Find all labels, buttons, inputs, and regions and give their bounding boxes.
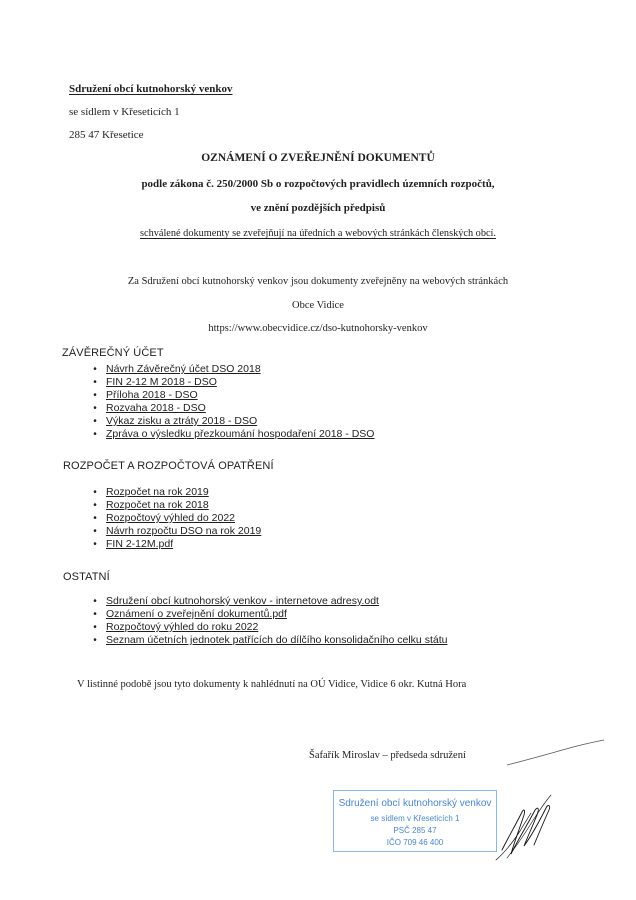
document-link[interactable]: Seznam účetních jednotek patřících do dílčího konsolidačního celku státu (106, 634, 448, 646)
section-heading-other: OSTATNÍ (63, 571, 110, 583)
bullet-icon: • (93, 390, 97, 401)
list-item (93, 486, 261, 499)
list-item (93, 634, 448, 647)
list-item (93, 538, 261, 551)
bullet-icon: • (93, 416, 97, 427)
bullet-icon: • (93, 487, 97, 498)
stamp-postal: PSČ 285 47 (393, 826, 437, 835)
list-item (93, 389, 374, 402)
legal-reference-continued: ve znění pozdějších předpisů (250, 202, 386, 214)
bullet-icon: • (93, 526, 97, 537)
document-link[interactable]: Návrh Závěrečný účet DSO 2018 (106, 363, 261, 375)
list-item (93, 608, 447, 621)
handwritten-signature-icon (495, 788, 570, 868)
list-item (93, 499, 261, 512)
stamp-seat: se sídlem v Křeseticích 1 (370, 814, 460, 823)
stamp-organization: Sdružení obcí kutnohorský venkov (338, 798, 492, 809)
document-link[interactable]: Zpráva o výsledku přezkoumání hospodaření 2018 - DSO (106, 428, 375, 440)
bullet-icon: • (93, 377, 97, 388)
paper-copy-location: V listinné podobě jsou tyto dokumenty k nahlédnutí na OÚ Vidice, Vidice 6 okr. Kutná Hora (77, 679, 467, 690)
bullet-icon: • (93, 403, 97, 414)
document-link[interactable]: FIN 2-12 M 2018 - DSO (106, 376, 217, 388)
publication-info: Za Sdružení obcí kutnohorský venkov jsou dokumenty zveřejněny na webových stránkách (127, 276, 509, 287)
bullet-icon: • (93, 609, 97, 620)
organization-name: Sdružení obcí kutnohorský venkov (69, 83, 233, 95)
list-item (93, 415, 374, 428)
document-link[interactable]: Sdružení obcí kutnohorský venkov - internetove adresy.odt (106, 595, 379, 607)
list-item (93, 525, 262, 538)
section-heading-budget: ROZPOČET A ROZPOČTOVÁ OPATŘENÍ (63, 460, 274, 472)
signature-underline-icon (505, 738, 606, 768)
publication-url: https://www.obecvidice.cz/dso-kutnohorsky-venkov (208, 323, 428, 334)
list-item (93, 621, 447, 634)
document-title: OZNÁMENÍ O ZVEŘEJNĚNÍ DOKUMENTŮ (201, 152, 435, 164)
list-item (93, 595, 447, 608)
section-heading-final-account: ZÁVĚREČNÝ ÚČET (62, 347, 164, 359)
final-account-list (93, 363, 375, 441)
bullet-icon: • (93, 500, 97, 511)
stamp-id: IČO 709 46 400 (386, 838, 444, 847)
budget-list (93, 486, 262, 551)
bullet-icon: • (93, 635, 97, 646)
bullet-icon: • (93, 539, 97, 550)
list-item (93, 428, 375, 441)
organization-stamp (333, 790, 497, 852)
organization-seat: se sídlem v Křeseticích 1 (69, 106, 180, 118)
organization-postal: 285 47 Křesetice (69, 129, 144, 141)
other-documents-list (93, 595, 448, 647)
approved-documents-note: schválené dokumenty se zveřejňují na úředních a webových stránkách členských obcí. (140, 228, 496, 239)
document-link[interactable]: Rozpočet na rok 2018 (106, 499, 209, 511)
document-link[interactable]: Návrh rozpočtu DSO na rok 2019 (106, 525, 262, 537)
bullet-icon: • (93, 513, 97, 524)
document-link[interactable]: Rozvaha 2018 - DSO (106, 402, 206, 414)
legal-reference: podle zákona č. 250/2000 Sb o rozpočtových pravidlech územních rozpočtů, (141, 178, 495, 190)
list-item (93, 512, 261, 525)
document-link[interactable]: Příloha 2018 - DSO (106, 389, 198, 401)
document-link[interactable]: FIN 2-12M.pdf (106, 538, 174, 550)
signatory: Šafařík Miroslav – předseda sdružení (309, 750, 466, 761)
bullet-icon: • (93, 596, 97, 607)
bullet-icon: • (93, 622, 97, 633)
bullet-icon: • (93, 364, 97, 375)
list-item (93, 402, 374, 415)
document-link[interactable]: Výkaz zisku a ztráty 2018 - DSO (106, 415, 258, 427)
publication-municipality: Obce Vidice (292, 300, 344, 311)
document-link[interactable]: Rozpočet na rok 2019 (106, 486, 209, 498)
list-item (93, 363, 374, 376)
document-link[interactable]: Rozpočtový výhled do 2022 (106, 512, 235, 524)
bullet-icon: • (93, 429, 97, 440)
document-link[interactable]: Rozpočtový výhled do roku 2022 (106, 621, 259, 633)
document-link[interactable]: Oznámení o zveřejnění dokumentů.pdf (106, 608, 287, 620)
list-item (93, 376, 374, 389)
